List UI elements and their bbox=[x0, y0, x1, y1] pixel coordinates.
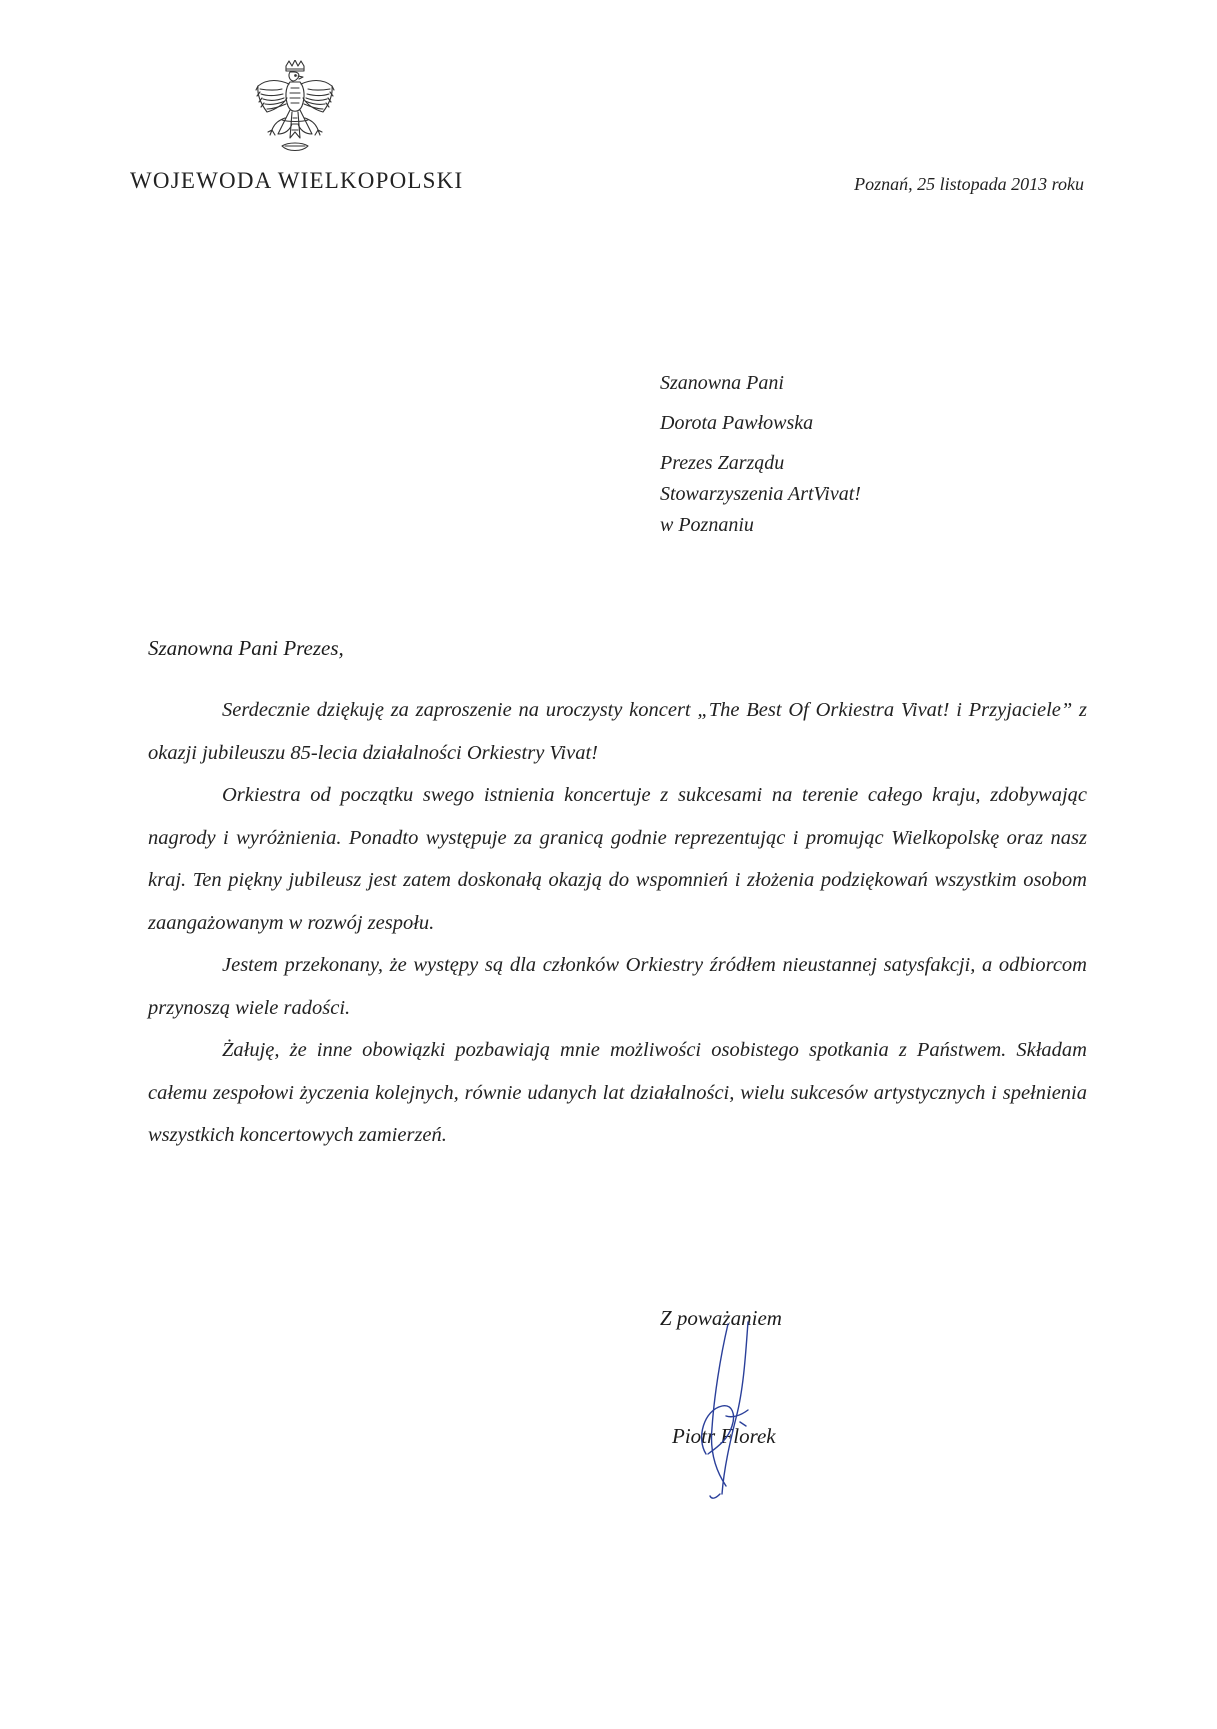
addressee-position: Prezes Zarządu bbox=[660, 452, 785, 474]
office-title: WOJEWODA WIELKOPOLSKI bbox=[130, 168, 464, 193]
letter-body bbox=[148, 689, 1087, 1157]
body-paragraph-2: Orkiestra od początku swego istnienia koncertuje z sukcesami na terenie całego kraju, zdobywając nagrody i wyróżnienia. Ponadto występuje za granicą godnie reprezentując i promując Wielkopolskę oraz nasz kraj. Ten piękny jubileusz jest zatem doskonałą okazją do wspomnień i złożenia podziękowań wszystkim osobom zaangażowanym w rozwój zespołu. bbox=[148, 784, 1087, 934]
date-line: Poznań, 25 listopada 2013 roku bbox=[854, 174, 1084, 194]
addressee-city: w Poznaniu bbox=[660, 514, 754, 536]
addressee-block bbox=[660, 368, 861, 541]
addressee-name: Dorota Pawłowska bbox=[660, 412, 814, 434]
addressee-greeting: Szanowna Pani bbox=[660, 372, 784, 394]
body-paragraph-1: Serdecznie dziękuję za zaproszenie na uroczysty koncert „The Best Of Orkiestra Vivat! i Przyjaciele” z okazji jubileuszu 85-lecia działalności Orkiestry Vivat! bbox=[148, 699, 1087, 764]
addressee-organization: Stowarzyszenia ArtVivat! bbox=[660, 483, 861, 505]
body-paragraph-3: Jestem przekonany, że występy są dla członków Orkiestry źródłem nieustannej satysfakcji, a odbiorcom przynoszą wiele radości. bbox=[148, 954, 1087, 1019]
salutation: Szanowna Pani Prezes, bbox=[148, 636, 344, 660]
signer-name: Piotr Florek bbox=[672, 1424, 776, 1448]
handwritten-signature bbox=[670, 1318, 770, 1502]
polish-eagle-emblem-icon bbox=[252, 60, 338, 158]
body-paragraph-4: Żałuję, że inne obowiązki pozbawiają mnie możliwości osobistego spotkania z Państwem. Składam całemu zespołowi życzenia kolejnych, równie udanych lat działalności, wielu sukcesów artystycznych i spełnienia wszystkich koncertowych zamierzeń. bbox=[148, 1039, 1087, 1146]
closing-phrase: Z poważaniem bbox=[660, 1306, 782, 1330]
